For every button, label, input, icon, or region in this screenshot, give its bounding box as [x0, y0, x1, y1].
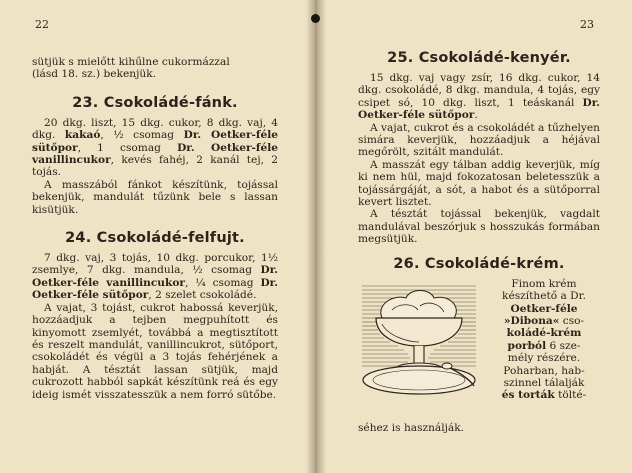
text-run: 7 dkg. vaj, 3 tojás, 10 dkg. porcukor, 1½ zsemlye, 7 dkg. mandula, ½ csomag	[32, 252, 278, 277]
text-run: , ½ csomag	[100, 129, 184, 142]
text-run: , kevés fahéj, 2 kanál tej, 2 tojás.	[32, 154, 278, 179]
text-run: , 2 szelet csokoládé.	[148, 289, 257, 302]
page-number-right: 23	[580, 18, 594, 31]
text-run: mély részére.	[507, 352, 581, 365]
left-page-content	[32, 56, 278, 401]
recipe-26-last-line: séhez is használják.	[358, 421, 465, 434]
dessert-cup-illustration	[358, 280, 480, 418]
text-run: Finom krém	[511, 277, 577, 290]
recipe-25-step-1: A vajat, cukrot és a csokoládét a tűzhelyen simára keverjük, hozzáadjuk a héjával megőrölt, szitált mandulát.	[358, 121, 600, 159]
text-run: Poharban, hab-	[503, 364, 585, 377]
text-run: készíthető a Dr.	[502, 290, 586, 303]
bold-run: Dr. Oetker-féle vanillincukor	[32, 264, 278, 289]
text-run: , 1 csomag	[77, 141, 178, 154]
bold-run: Dr. Oetker-féle vanillincukor	[32, 141, 278, 167]
page-number-left: 22	[35, 18, 49, 31]
text-run: 6 sze-	[546, 339, 581, 352]
intro-line-2: (lásd 18. sz.) bekenjük.	[32, 68, 156, 81]
recipe-23-method: A masszából fánkot készítünk, tojással bekenjük, mandulát tűzünk bele s lassan kisütjük.	[32, 178, 278, 216]
text-run: tölté-	[554, 389, 587, 402]
bold-run: és torták	[501, 389, 555, 402]
binding-hole	[311, 14, 320, 23]
text-run: szinnel tálalják	[503, 376, 585, 389]
bold-run: kakaó	[64, 129, 101, 142]
recipe-25-step-2: A masszát egy tálban addig keverjük, míg ki nem hül, majd fokozatosan beletesszük a tojássárgáját, a sót, a habot és a sütőporral kevert lisztet.	[358, 158, 600, 209]
text-run: , ¼ csomag	[184, 276, 261, 289]
recipe-25-ingredients	[358, 72, 600, 122]
bold-run: Oetker-féle	[510, 302, 578, 315]
recipe-23-title: 23. Csokoládé-fánk.	[72, 94, 238, 111]
bold-run: Dr. Oetker-féle sütőpor	[32, 276, 278, 302]
text-run: 15 dkg. vaj vagy zsír, 16 dkg. cukor, 14 dkg. csokoládé, 8 dkg. mandula, 4 tojás, egy csipet só, 10 dkg. liszt, 1 teáskanál	[358, 72, 600, 109]
bold-run: Dr. Oetker-féle sütőpor	[32, 129, 278, 154]
recipe-24-method: A vajat, 3 tojást, cukrot habossá keverjük, hozzáadjuk a tejben megpuhított és kinyomott zsemlyét, továbbá a megtisztított és reszelt mandulát, vanillincukrot, sütőport, csokoládét és végül a 3 tojás fehérjének a habját. A tésztát lassan sütjük, majd cukrozott habból sapkát készítünk reá és egy ideig ismét visszatesszük a nem forró sütőbe.	[32, 301, 278, 401]
right-page-content	[358, 50, 600, 434]
bold-run: »Dibona«	[503, 314, 560, 327]
text-run: cso-	[559, 314, 585, 327]
recipe-24-title: 24. Csokoládé-felfujt.	[65, 230, 245, 247]
recipe-25-step-3: A tésztát tojással bekenjük, vagdalt mandulával beszórjuk s hosszukás formában megsütjük.	[358, 208, 600, 246]
recipe-26-title: 26. Csokoládé-krém.	[393, 255, 565, 272]
recipe-25-title: 25. Csokoládé-kenyér.	[387, 50, 571, 66]
bold-run: porból	[507, 339, 547, 352]
bold-run: Dr. Oetker-féle sütőpor	[358, 96, 600, 122]
book-gutter	[306, 0, 326, 473]
intro-line-1: sütjük s mielőtt kihűlne cukormázzal	[32, 56, 230, 68]
bold-run: koládé-krém	[506, 327, 582, 340]
text-run: 20 dkg. liszt, 15 dkg. cukor, 8 dkg. vaj, 4 dkg.	[32, 116, 278, 142]
recipe-23-ingredients	[32, 117, 278, 179]
text-run: .	[474, 109, 478, 122]
recipe-26-body	[358, 278, 600, 420]
recipe-24-ingredients	[32, 252, 278, 302]
